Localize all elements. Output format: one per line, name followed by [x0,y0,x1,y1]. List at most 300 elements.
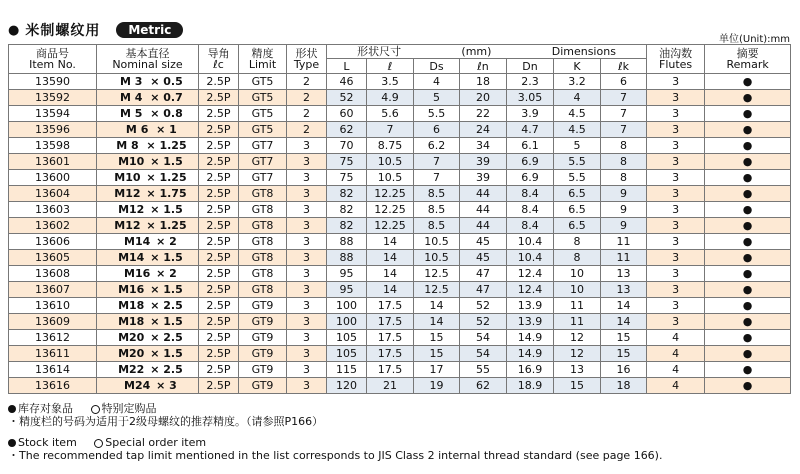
cell-dim-L: 88 [327,250,367,266]
cell-limit: GT9 [239,314,287,330]
header-lead: 导角 ℓc [199,45,239,74]
cell-dim-Dn: 3.05 [507,90,554,106]
cell-dim-l: 14 [367,250,414,266]
cell-dim-l: 14 [367,282,414,298]
cell-dim-ln: 44 [460,218,507,234]
cell-type: 3 [287,362,327,378]
table-row [9,122,791,138]
thread-pitch: × 2.5 [150,363,183,376]
cell-lead: 2.5P [199,378,239,394]
header-type: 形状 Type [287,45,327,74]
cell-dim-Dn: 12.4 [507,266,554,282]
cell-nominal-size [97,282,199,298]
cell-nominal-size [97,314,199,330]
cell-dim-Ds: 8.5 [414,218,460,234]
cell-dim-Dn: 10.4 [507,250,554,266]
cell-dim-ln: 52 [460,298,507,314]
cell-item-no: 13596 [9,122,97,138]
cell-dim-l: 21 [367,378,414,394]
cell-flutes: 3 [647,138,705,154]
cell-limit: GT9 [239,362,287,378]
cell-dim-Ds: 7 [414,170,460,186]
cell-nominal-size [97,170,199,186]
thread-size: M18 [118,315,145,328]
cell-dim-L: 82 [327,202,367,218]
cell-dim-Ds: 14 [414,298,460,314]
cell-dim-lk: 8 [601,138,647,154]
thread-pitch: × 1.25 [146,139,187,152]
cell-dim-lk: 7 [601,122,647,138]
cell-flutes: 3 [647,170,705,186]
thread-pitch: × 1.25 [146,171,187,184]
cell-dim-ln: 54 [460,330,507,346]
header-remark: 摘要 Remark [705,45,791,74]
cell-dim-K: 4 [554,90,601,106]
cell-nominal-size [97,74,199,90]
cell-dim-Ds: 6.2 [414,138,460,154]
cell-type: 3 [287,138,327,154]
thread-pitch: × 0.8 [150,107,183,120]
cell-dim-lk: 9 [601,186,647,202]
cell-nominal-size [97,186,199,202]
cell-type: 3 [287,234,327,250]
cell-dim-l: 12.25 [367,202,414,218]
cell-flutes: 4 [647,346,705,362]
legend-cn [8,402,662,415]
cell-limit: GT9 [239,378,287,394]
cell-lead: 2.5P [199,106,239,122]
cell-nominal-size [97,250,199,266]
cell-nominal-size [97,378,199,394]
cell-dim-l: 12.25 [367,186,414,202]
cell-remark-stock-dot: ● [705,378,791,394]
thread-size: M14 [118,251,145,264]
cell-dim-K: 4.5 [554,106,601,122]
stock-label-cn: 库存对象品 [18,402,73,415]
cell-flutes: 3 [647,250,705,266]
cell-remark-stock-dot: ● [705,282,791,298]
cell-lead: 2.5P [199,362,239,378]
cell-dim-L: 60 [327,106,367,122]
cell-type: 3 [287,250,327,266]
cell-item-no: 13603 [9,202,97,218]
cell-item-no: 13614 [9,362,97,378]
header-flutes: 油沟数 Flutes [647,45,705,74]
thread-pitch: × 2.5 [150,299,183,312]
cell-item-no: 13590 [9,74,97,90]
cell-item-no: 13605 [9,250,97,266]
cell-nominal-size [97,106,199,122]
cell-type: 3 [287,330,327,346]
cell-lead: 2.5P [199,298,239,314]
thread-pitch: × 3 [156,379,177,392]
cell-dim-Dn: 6.9 [507,170,554,186]
cell-lead: 2.5P [199,122,239,138]
cell-dim-l: 17.5 [367,362,414,378]
cell-lead: 2.5P [199,170,239,186]
thread-size: M16 [118,283,145,296]
cell-dim-ln: 24 [460,122,507,138]
thread-pitch: × 1.5 [150,315,183,328]
cell-dim-L: 70 [327,138,367,154]
header-dim-Dn: Dn [507,59,554,74]
cell-flutes: 3 [647,314,705,330]
cell-remark-stock-dot: ● [705,90,791,106]
thread-size: M12 [114,219,141,232]
cell-dim-l: 8.75 [367,138,414,154]
cell-item-no: 13607 [9,282,97,298]
stock-label-en: Stock item [18,436,77,449]
bullet-icon: ● [8,22,20,38]
cell-nominal-size [97,266,199,282]
cell-dim-ln: 52 [460,314,507,330]
cell-dim-Ds: 5.5 [414,106,460,122]
thread-pitch: × 1.75 [146,187,187,200]
cell-dim-L: 88 [327,234,367,250]
cell-dim-K: 5 [554,138,601,154]
table-row [9,186,791,202]
cell-dim-ln: 44 [460,202,507,218]
cell-dim-Dn: 13.9 [507,314,554,330]
cell-dim-ln: 47 [460,266,507,282]
cell-flutes: 3 [647,106,705,122]
cell-item-no: 13611 [9,346,97,362]
cell-nominal-size [97,298,199,314]
cell-dim-ln: 54 [460,346,507,362]
cell-remark-stock-dot: ● [705,266,791,282]
thread-pitch: × 1 [156,123,177,136]
header-dimensions: 形状尺寸 (mm) Dimensions [327,45,647,59]
cell-lead: 2.5P [199,90,239,106]
cell-lead: 2.5P [199,218,239,234]
cell-dim-lk: 13 [601,266,647,282]
cell-dim-Dn: 14.9 [507,346,554,362]
cell-type: 3 [287,218,327,234]
header-nominal-size: 基本直径 Nominal size [97,45,199,74]
thread-size: M12 [118,203,145,216]
cell-item-no: 13600 [9,170,97,186]
cell-dim-l: 3.5 [367,74,414,90]
cell-dim-l: 4.9 [367,90,414,106]
cell-dim-l: 17.5 [367,314,414,330]
cell-limit: GT5 [239,122,287,138]
cell-dim-Ds: 6 [414,122,460,138]
thread-size: M22 [118,363,145,376]
cell-dim-Dn: 13.9 [507,298,554,314]
cell-item-no: 13592 [9,90,97,106]
cell-remark-stock-dot: ● [705,106,791,122]
section-title-cn: 米制螺纹用 [25,23,101,39]
cell-flutes: 3 [647,154,705,170]
table-row [9,106,791,122]
cell-lead: 2.5P [199,250,239,266]
cell-dim-ln: 44 [460,186,507,202]
cell-lead: 2.5P [199,202,239,218]
cell-remark-stock-dot: ● [705,138,791,154]
cell-type: 2 [287,106,327,122]
cell-lead: 2.5P [199,266,239,282]
cell-dim-Ds: 5 [414,90,460,106]
cell-dim-K: 8 [554,234,601,250]
cell-dim-l: 5.6 [367,106,414,122]
thread-size: M18 [118,299,145,312]
cell-dim-ln: 47 [460,282,507,298]
special-label-cn: 特别定购品 [101,402,157,415]
special-label-en: Special order item [105,436,207,449]
cell-type: 3 [287,170,327,186]
cell-dim-L: 62 [327,122,367,138]
thread-size: M 5 [120,107,143,120]
legend-en [8,436,662,449]
cell-type: 3 [287,298,327,314]
cell-flutes: 3 [647,202,705,218]
cell-flutes: 3 [647,90,705,106]
cell-flutes: 3 [647,186,705,202]
cell-dim-l: 10.5 [367,170,414,186]
cell-nominal-size [97,90,199,106]
cell-flutes: 4 [647,330,705,346]
cell-remark-stock-dot: ● [705,186,791,202]
cell-limit: GT8 [239,282,287,298]
cell-item-no: 13610 [9,298,97,314]
header-limit: 精度 Limit [239,45,287,74]
header-dim-l: ℓ [367,59,414,74]
cell-dim-Ds: 15 [414,346,460,362]
cell-dim-L: 95 [327,282,367,298]
cell-dim-K: 6.5 [554,202,601,218]
cell-dim-Dn: 8.4 [507,186,554,202]
thread-size: M24 [124,379,151,392]
cell-dim-L: 120 [327,378,367,394]
cell-nominal-size [97,218,199,234]
cell-type: 3 [287,346,327,362]
cell-dim-Ds: 4 [414,74,460,90]
cell-type: 3 [287,266,327,282]
cell-flutes: 3 [647,122,705,138]
cell-lead: 2.5P [199,234,239,250]
cell-dim-lk: 13 [601,282,647,298]
cell-flutes: 4 [647,378,705,394]
cell-lead: 2.5P [199,154,239,170]
cell-type: 3 [287,282,327,298]
thread-size: M 3 [120,75,143,88]
cell-dim-ln: 22 [460,106,507,122]
cell-remark-stock-dot: ● [705,330,791,346]
cell-dim-ln: 18 [460,74,507,90]
cell-dim-L: 52 [327,90,367,106]
cell-dim-K: 8 [554,250,601,266]
header-dim-lk: ℓk [601,59,647,74]
cell-remark-stock-dot: ● [705,154,791,170]
cell-item-no: 13616 [9,378,97,394]
cell-nominal-size [97,346,199,362]
cell-dim-Dn: 18.9 [507,378,554,394]
cell-dim-Ds: 14 [414,314,460,330]
cell-limit: GT8 [239,202,287,218]
cell-nominal-size [97,234,199,250]
cell-dim-lk: 16 [601,362,647,378]
table-row [9,170,791,186]
cell-limit: GT8 [239,266,287,282]
table-row [9,90,791,106]
header-item-no: 商品号 Item No. [9,45,97,74]
cell-dim-Ds: 17 [414,362,460,378]
cell-dim-L: 100 [327,314,367,330]
cell-dim-lk: 18 [601,378,647,394]
cell-dim-Dn: 6.9 [507,154,554,170]
cell-item-no: 13609 [9,314,97,330]
cell-lead: 2.5P [199,282,239,298]
header-dim-L: L [327,59,367,74]
cell-dim-K: 5.5 [554,154,601,170]
special-circle-icon [94,439,103,448]
cell-nominal-size [97,202,199,218]
spec-table [8,44,791,394]
cell-dim-L: 115 [327,362,367,378]
cell-dim-K: 11 [554,314,601,330]
cell-dim-ln: 45 [460,234,507,250]
header-dim-K: K [554,59,601,74]
cell-dim-L: 75 [327,170,367,186]
cell-remark-stock-dot: ● [705,122,791,138]
cell-dim-l: 14 [367,266,414,282]
cell-lead: 2.5P [199,138,239,154]
thread-size: M12 [114,187,141,200]
cell-item-no: 13606 [9,234,97,250]
cell-lead: 2.5P [199,346,239,362]
cell-remark-stock-dot: ● [705,362,791,378]
cell-dim-Dn: 8.4 [507,218,554,234]
table-row [9,282,791,298]
cell-dim-Ds: 10.5 [414,234,460,250]
cell-dim-l: 12.25 [367,218,414,234]
cell-dim-ln: 55 [460,362,507,378]
thread-pitch: × 1.5 [150,203,183,216]
cell-nominal-size [97,138,199,154]
cell-dim-l: 7 [367,122,414,138]
metric-badge: Metric [116,22,183,38]
cell-flutes: 3 [647,282,705,298]
cell-flutes: 3 [647,74,705,90]
cell-dim-K: 15 [554,378,601,394]
cell-type: 3 [287,202,327,218]
cell-dim-K: 5.5 [554,170,601,186]
thread-size: M10 [118,155,145,168]
cell-dim-ln: 39 [460,154,507,170]
cell-remark-stock-dot: ● [705,218,791,234]
cell-remark-stock-dot: ● [705,314,791,330]
special-circle-icon [91,405,100,414]
cell-dim-Ds: 8.5 [414,202,460,218]
cell-dim-l: 17.5 [367,346,414,362]
cell-type: 2 [287,74,327,90]
cell-dim-L: 82 [327,186,367,202]
thread-size: M20 [118,331,145,344]
cell-dim-Ds: 12.5 [414,282,460,298]
cell-dim-Dn: 6.1 [507,138,554,154]
cell-dim-K: 4.5 [554,122,601,138]
cell-limit: GT8 [239,218,287,234]
cell-nominal-size [97,122,199,138]
cell-type: 3 [287,186,327,202]
cell-dim-ln: 45 [460,250,507,266]
cell-limit: GT7 [239,138,287,154]
cell-dim-K: 3.2 [554,74,601,90]
cell-dim-ln: 34 [460,138,507,154]
thread-pitch: × 1.25 [146,219,187,232]
table-row [9,346,791,362]
table-row [9,202,791,218]
cell-item-no: 13608 [9,266,97,282]
thread-size: M20 [118,347,145,360]
cell-dim-l: 14 [367,234,414,250]
cell-limit: GT9 [239,346,287,362]
cell-dim-lk: 8 [601,170,647,186]
cell-remark-stock-dot: ● [705,298,791,314]
cell-dim-lk: 11 [601,250,647,266]
cell-dim-K: 10 [554,282,601,298]
thread-pitch: × 1.5 [150,283,183,296]
cell-dim-ln: 62 [460,378,507,394]
table-row [9,362,791,378]
table-row [9,298,791,314]
cell-nominal-size [97,330,199,346]
cell-dim-Dn: 3.9 [507,106,554,122]
cell-dim-K: 6.5 [554,186,601,202]
cell-flutes: 3 [647,266,705,282]
cell-remark-stock-dot: ● [705,250,791,266]
cell-type: 2 [287,90,327,106]
header-dim-Ds: Ds [414,59,460,74]
cell-remark-stock-dot: ● [705,74,791,90]
cell-remark-stock-dot: ● [705,170,791,186]
cell-dim-lk: 7 [601,90,647,106]
cell-dim-K: 10 [554,266,601,282]
cell-type: 2 [287,122,327,138]
cell-dim-lk: 9 [601,202,647,218]
thread-pitch: × 2.5 [150,331,183,344]
cell-dim-Ds: 12.5 [414,266,460,282]
cell-dim-l: 10.5 [367,154,414,170]
cell-dim-L: 105 [327,346,367,362]
table-body [9,74,791,394]
cell-dim-lk: 8 [601,154,647,170]
cell-dim-Ds: 19 [414,378,460,394]
thread-pitch: × 0.5 [150,75,183,88]
cell-dim-Ds: 15 [414,330,460,346]
thread-pitch: × 2 [156,267,177,280]
cell-dim-lk: 6 [601,74,647,90]
cell-type: 3 [287,314,327,330]
cell-limit: GT9 [239,330,287,346]
cell-dim-l: 17.5 [367,298,414,314]
notes [8,402,662,462]
thread-pitch: × 2 [156,235,177,248]
table-row [9,314,791,330]
table-row [9,378,791,394]
cell-dim-ln: 20 [460,90,507,106]
table-row [9,266,791,282]
unit-label: 单位(Unit):mm [718,34,790,45]
cell-type: 3 [287,378,327,394]
cell-dim-K: 6.5 [554,218,601,234]
cell-dim-K: 12 [554,346,601,362]
cell-item-no: 13602 [9,218,97,234]
section-title-bar [8,20,183,40]
thread-pitch: × 0.7 [150,91,183,104]
cell-dim-Dn: 16.9 [507,362,554,378]
table-row [9,250,791,266]
